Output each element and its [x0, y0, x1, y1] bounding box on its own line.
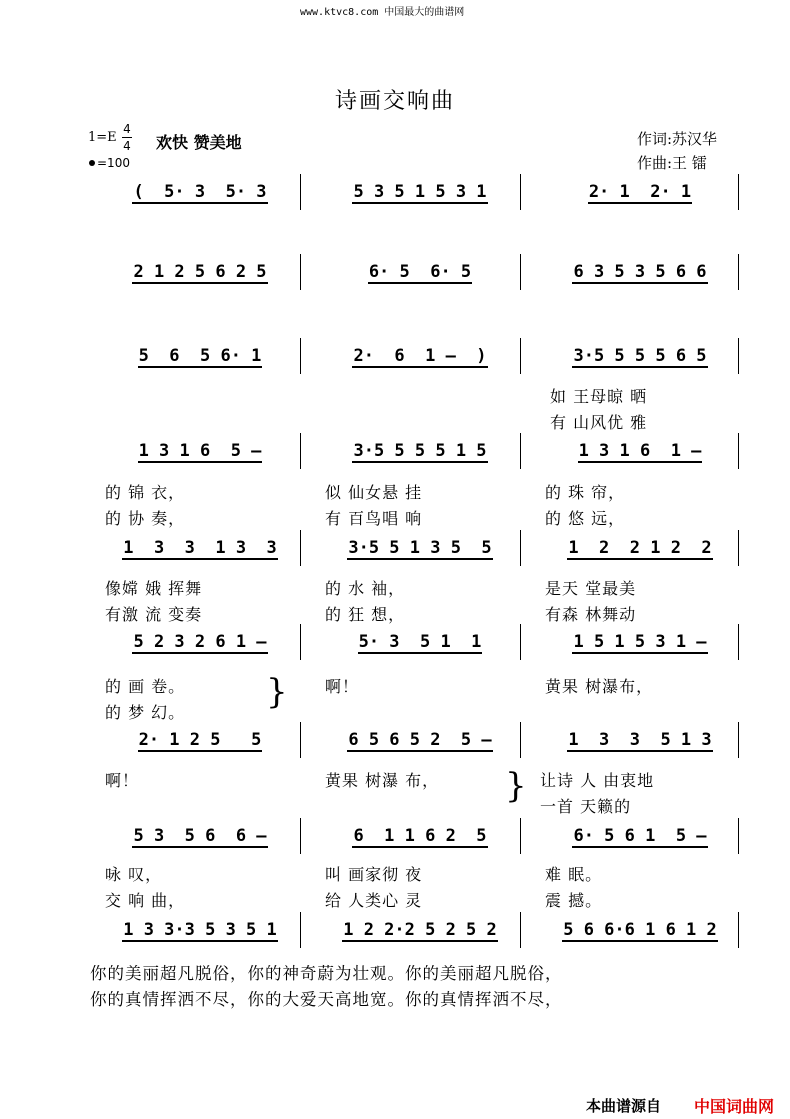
- measure-notes: 6· 5 6· 5: [368, 262, 472, 282]
- bar-line: [300, 818, 301, 854]
- measure-notes: 5 6 6·6 1 6 1 2: [563, 920, 717, 940]
- measure-notes: 3·5 5 5 5 1 5: [353, 441, 487, 461]
- lyric-line: 给 人类心 灵: [325, 891, 423, 910]
- lyricist: 作词:苏汉华: [637, 130, 718, 148]
- lyric-line: 叫 画家彻 夜: [325, 865, 423, 884]
- measure: [320, 346, 520, 376]
- time-signature: [122, 122, 132, 153]
- score-row: [90, 346, 740, 376]
- measure-notes: 5 2 3 2 6 1 –: [133, 632, 267, 652]
- score-row: [90, 262, 740, 292]
- score-row: [90, 182, 740, 212]
- measure: [320, 538, 520, 568]
- lyric-line: 的 悠 远，: [545, 509, 626, 528]
- lyric-line: 有森 林舞动: [545, 605, 637, 624]
- measure: [540, 538, 740, 568]
- measure: [100, 441, 300, 471]
- time-bottom: 4: [123, 139, 131, 153]
- measure: [540, 441, 740, 471]
- lyric-line: 一首 天籁的: [540, 797, 632, 816]
- bar-line: [520, 338, 521, 374]
- lyric-line: 黄果 树瀑 布，: [325, 771, 440, 790]
- measure-notes: 1 3 3 5 1 3: [568, 730, 712, 750]
- lyric-line: 有激 流 变奏: [105, 605, 203, 624]
- measure: [320, 262, 520, 292]
- measure-notes: 2· 1 2 5 5: [138, 730, 262, 750]
- measure-notes: 2· 6 1 – ): [353, 346, 487, 366]
- time-top: 4: [123, 122, 131, 136]
- lyric-line: 的 狂 想，: [325, 605, 406, 624]
- lyric-line: 如 王母晾 晒: [550, 387, 648, 406]
- lyric-line: 黄果 树瀑布，: [545, 677, 654, 696]
- lyric-line: 交 响 曲，: [105, 891, 186, 910]
- measure-notes: 1 2 2·2 5 2 5 2: [343, 920, 497, 940]
- bar-line: [520, 624, 521, 660]
- bar-line: [300, 254, 301, 290]
- measure-notes: 5 3 5 6 6 –: [133, 826, 267, 846]
- measure: [100, 920, 300, 950]
- measure-notes: 6 1 1 6 2 5: [353, 826, 487, 846]
- lyric-line: 的 画 卷。: [105, 677, 186, 696]
- bar-line: [520, 912, 521, 948]
- song-title: 诗画交响曲: [334, 89, 455, 114]
- measure: [540, 346, 740, 376]
- score-row: [90, 730, 740, 760]
- measure-notes: 1 3 3 1 3 3: [123, 538, 277, 558]
- score-row: [90, 538, 740, 568]
- bar-line: [520, 818, 521, 854]
- lyric-line: 的 协 奏，: [105, 509, 186, 528]
- measure: [540, 730, 740, 760]
- measure-notes: 1 3 3·3 5 3 5 1: [123, 920, 277, 940]
- bar-line: [520, 174, 521, 210]
- lyric-line: 你的美丽超凡脱俗，你的神奇蔚为壮观。你的美丽超凡脱俗，: [90, 964, 563, 983]
- lyric-line: 难 眠。: [545, 865, 603, 884]
- bar-line: [520, 254, 521, 290]
- site-url[interactable]: www.ktvc8.com 中国最大的曲谱网: [300, 7, 465, 18]
- lyric-line: 你的真情挥洒不尽，你的大爱天高地宽。你的真情挥洒不尽，: [90, 990, 563, 1009]
- lyric-line: 咏 叹，: [105, 865, 163, 884]
- lyric-line: 的 珠 帘，: [545, 483, 626, 502]
- bar-line: [300, 624, 301, 660]
- measure: [540, 920, 740, 950]
- lyric-line: 像嫦 娥 挥舞: [105, 579, 203, 598]
- bar-line: [300, 174, 301, 210]
- measure-notes: 3·5 5 1 3 5 5: [348, 538, 492, 558]
- score-row: [90, 441, 740, 471]
- measure-notes: 5· 3 5 1 1: [358, 632, 482, 652]
- repeat-brace: }: [505, 766, 527, 806]
- composer: 作曲:王 镭: [637, 154, 707, 172]
- measure: [100, 730, 300, 760]
- tempo-marking: =100: [97, 156, 130, 170]
- measure: [320, 826, 520, 856]
- bar-line: [520, 530, 521, 566]
- bar-line: [520, 722, 521, 758]
- measure: [320, 441, 520, 471]
- measure-notes: 6 5 6 5 2 5 –: [348, 730, 492, 750]
- measure: [540, 182, 740, 212]
- measure-notes: 6· 5 6 1 5 –: [573, 826, 707, 846]
- measure-notes: 2 1 2 5 6 2 5: [133, 262, 267, 282]
- lyric-line: 让诗 人 由衷地: [540, 771, 655, 790]
- measure: [540, 632, 740, 662]
- bar-line: [520, 433, 521, 469]
- score-row: [90, 632, 740, 662]
- lyric-line: 啊！: [105, 771, 140, 790]
- key-signature: 1=E: [88, 130, 117, 145]
- measure: [100, 826, 300, 856]
- measure-notes: 6 3 5 3 5 6 6: [573, 262, 707, 282]
- lyric-line: 似 仙女悬 挂: [325, 483, 423, 502]
- measure-notes: 5 3 5 1 5 3 1: [353, 182, 487, 202]
- measure: [320, 730, 520, 760]
- lyric-line: 的 梦 幻。: [105, 703, 186, 722]
- measure: [100, 262, 300, 292]
- measure-notes: 3·5 5 5 5 6 5: [573, 346, 707, 366]
- measure-notes: 1 2 2 1 2 2: [568, 538, 712, 558]
- measure: [100, 538, 300, 568]
- measure-notes: 1 3 1 6 5 –: [138, 441, 262, 461]
- bar-line: [300, 530, 301, 566]
- measure-notes: 5 6 5 6· 1: [138, 346, 262, 366]
- lyric-line: 是天 堂最美: [545, 579, 637, 598]
- expression-marking: 欢快 赞美地: [156, 133, 242, 152]
- lyric-line: 啊！: [325, 677, 360, 696]
- brand-logo[interactable]: 中国词曲网: [694, 1097, 775, 1116]
- measure: [320, 632, 520, 662]
- repeat-brace: }: [266, 672, 288, 712]
- measure: [100, 632, 300, 662]
- bar-line: [300, 433, 301, 469]
- measure: [100, 346, 300, 376]
- measure: [100, 182, 300, 212]
- lyric-line: 的 水 袖，: [325, 579, 406, 598]
- measure-notes: ( 5· 3 5· 3: [133, 182, 267, 202]
- lyric-line: 震 撼。: [545, 891, 603, 910]
- score-row: [90, 920, 740, 950]
- bar-line: [300, 912, 301, 948]
- lyric-line: 有 百鸟唱 响: [325, 509, 423, 528]
- lyric-line: 的 锦 衣，: [105, 483, 186, 502]
- quarter-note-icon: [89, 160, 95, 166]
- lyric-line: 有 山风优 雅: [550, 413, 648, 432]
- source-label: 本曲谱源自: [586, 1097, 662, 1115]
- measure-notes: 1 5 1 5 3 1 –: [573, 632, 707, 652]
- bar-line: [300, 338, 301, 374]
- score-row: [90, 826, 740, 856]
- measure: [320, 182, 520, 212]
- bar-line: [300, 722, 301, 758]
- measure: [540, 826, 740, 856]
- measure-notes: 1 3 1 6 1 –: [578, 441, 702, 461]
- measure: [540, 262, 740, 292]
- measure-notes: 2· 1 2· 1: [588, 182, 692, 202]
- measure: [320, 920, 520, 950]
